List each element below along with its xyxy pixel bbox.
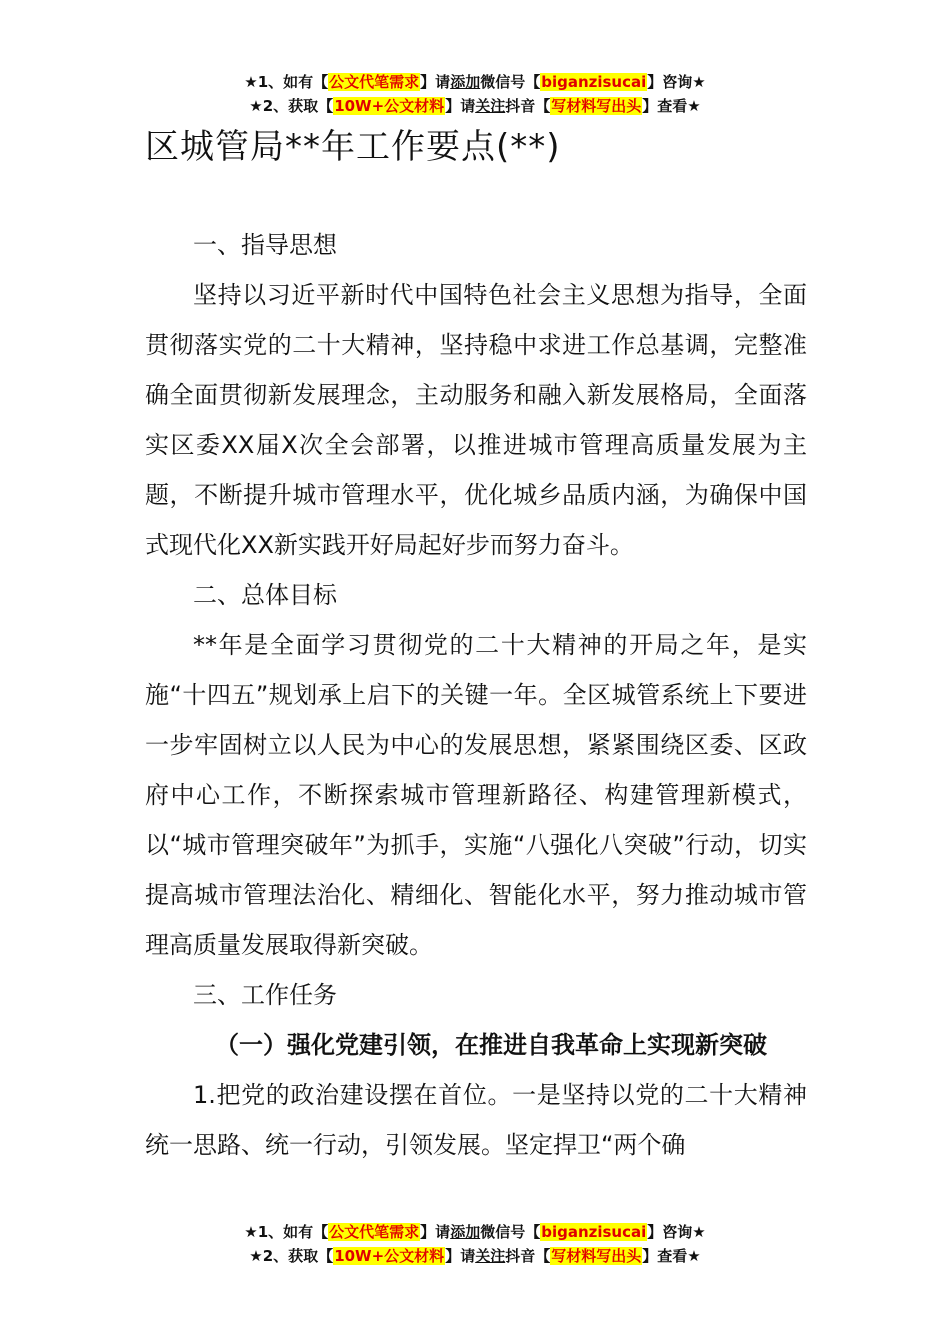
paragraph: 1.把党的政治建设摆在首位。一是坚持以党的二十大精神统一思路、统一行动，引领发展。坚定捍卫“两个确 (145, 1081, 807, 1159)
section-heading: 二、总体目标 (193, 581, 337, 609)
promo-line-1 (0, 1220, 950, 1244)
promo-text: 】请 (420, 1223, 451, 1241)
section-heading: 三、工作任务 (193, 981, 337, 1009)
promo-text: 】查看★ (642, 1247, 701, 1265)
promo-emphasis: 添加 (450, 1223, 481, 1241)
document-title: 区城管局**年工作要点(**) (145, 127, 561, 167)
douyin-account: 写材料写出头 (551, 1247, 642, 1265)
promo-text: 】查看★ (642, 97, 701, 115)
promo-highlight: 10W+公文材料 (334, 97, 445, 115)
promo-highlight: 公文代笔需求 (329, 73, 420, 91)
promo-text: 】咨询★ (647, 73, 706, 91)
promo-highlight: 公文代笔需求 (329, 1223, 420, 1241)
promo-emphasis: 关注 (475, 1247, 506, 1265)
promo-text: ★2、获取【 (249, 97, 334, 115)
promo-text: 微信号【 (480, 1223, 541, 1241)
promo-emphasis: 关注 (475, 97, 506, 115)
promo-line-1 (0, 70, 950, 94)
section-heading: 一、指导思想 (193, 231, 337, 259)
promo-text: 抖音【 (505, 97, 551, 115)
paragraph: **年是全面学习贯彻党的二十大精神的开局之年，是实施“十四五”规划承上启下的关键一年。全区城管系统上下要进一步牢固树立以人民为中心的发展思想，紧紧围绕区委、区政府中心工作，不断探索城市管理新路径、构建管理新模式，以“城市管理突破年”为抓手，实施“八强化八突破”行动，切实提高城市管理法治化、精细化、智能化水平，努力推动城市管理高质量发展取得新突破。 (145, 631, 807, 959)
paragraph: 坚持以习近平新时代中国特色社会主义思想为指导，全面贯彻落实党的二十大精神，坚持稳中求进工作总基调，完整准确全面贯彻新发展理念，主动服务和融入新发展格局，全面落实区委XX届X次全会部署，以推进城市管理高质量发展为主题，不断提升城市管理水平，优化城乡品质内涵，为确保中国式现代化XX新实践开好局起好步而努力奋斗。 (145, 281, 807, 559)
promo-banner-top (0, 70, 950, 118)
promo-banner-bottom (0, 1220, 950, 1268)
document-body (145, 220, 807, 1170)
promo-text: 微信号【 (480, 73, 541, 91)
promo-emphasis: 添加 (450, 73, 481, 91)
promo-line-2 (0, 94, 950, 118)
wechat-id: biganzisucai (541, 1223, 647, 1241)
promo-text: 抖音【 (505, 1247, 551, 1265)
promo-line-2 (0, 1244, 950, 1268)
promo-text: 】请 (445, 97, 476, 115)
wechat-id: biganzisucai (541, 73, 647, 91)
douyin-account: 写材料写出头 (551, 97, 642, 115)
subsection-heading: （一）强化党建引领，在推进自我革命上实现新突破 (215, 1031, 767, 1059)
promo-text: 】请 (420, 73, 451, 91)
promo-highlight: 10W+公文材料 (334, 1247, 445, 1265)
promo-text: ★1、如有【 (244, 73, 329, 91)
promo-text: ★2、获取【 (249, 1247, 334, 1265)
promo-text: ★1、如有【 (244, 1223, 329, 1241)
promo-text: 】咨询★ (647, 1223, 706, 1241)
promo-text: 】请 (445, 1247, 476, 1265)
